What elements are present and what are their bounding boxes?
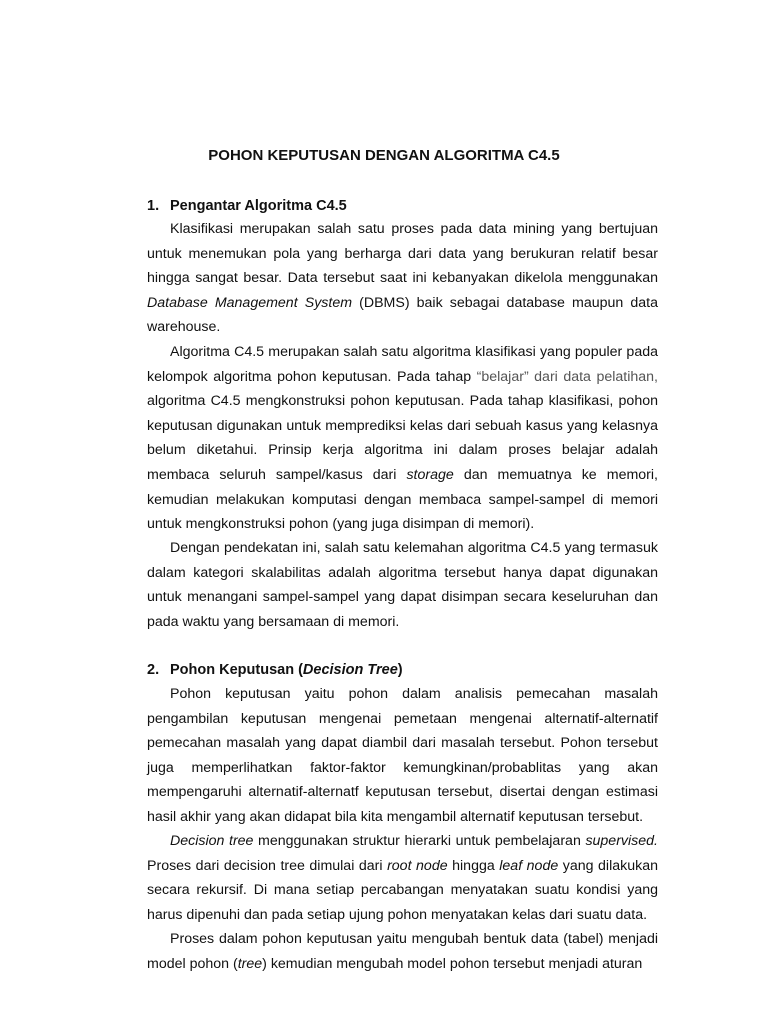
italic-term: Decision tree: [170, 833, 254, 849]
text-run: (DBMS) baik sebagai database maupun data warehouse.: [147, 294, 658, 336]
text-run: ) kemudian mengubah model pohon tersebut menjadi aturan: [262, 955, 643, 972]
text-run: hingga: [447, 857, 500, 874]
section-1-paragraph-1: [147, 217, 658, 340]
text-run: Klasifikasi merupakan salah satu proses pada data mining yang bertujuan untuk menemukan pola yang berharga dari data yang berukuran relatif besar hingga sangat besar. Data tersebut saat ini kebanyakan dikelola menggunakan: [147, 221, 658, 287]
text-run: dan memuatnya ke memori, kemudian melakukan komputasi dengan membaca sampel-sampel di memori untuk mengkonstruksi pohon (yang juga disimpan di memori).: [147, 466, 658, 533]
section-1-paragraph-3: [147, 536, 658, 634]
section-1-paragraph-2: [147, 340, 658, 537]
italic-term: Database Management System: [147, 294, 353, 311]
italic-term: supervised.: [585, 833, 658, 849]
section-2-paragraph-1: [147, 682, 658, 830]
section-2-number: 2.: [147, 662, 160, 678]
text-run: Dengan pendekatan ini, salah satu kelemahan algoritma C4.5 yang termasuk dalam kategori skalabilitas adalah algoritma tersebut hanya dapat digunakan untuk menangani sampel-sampel yang dapat disimpan secara keseluruhan dan pada waktu yang bersamaan di memori.: [147, 540, 658, 630]
text-run: Proses dari decision tree dimulai dari: [147, 857, 388, 874]
italic-term: root node: [387, 857, 448, 874]
section-1-number: 1.: [147, 198, 160, 214]
text-run: Algoritma C4.5 merupakan salah satu algoritma klasifikasi yang populer pada kelompok algoritma pohon keputusan. Pada tahap: [147, 344, 658, 385]
section-2-heading: [147, 660, 403, 680]
italic-term: tree: [237, 955, 263, 972]
text-run: Pohon Keputusan (: [170, 662, 303, 678]
grey-text-run: “belajar” dari data pelatihan,: [476, 368, 658, 385]
section-1-heading: [147, 196, 347, 216]
section-2-title: [170, 662, 403, 678]
text-run: menggunakan struktur hierarki untuk pembelajaran: [253, 833, 586, 849]
text-run: yang dilakukan secara rekursif. Di mana setiap percabangan menyatakan suatu kondisi yang harus dipenuhi dan pada setiap ujung pohon menyatakan kelas dari suatu data.: [147, 857, 658, 923]
text-run: Pohon keputusan yaitu pohon dalam analisis pemecahan masalah pengambilan keputusan mengenai pemetaan mengenai alternatif-alternatif pemecahan masalah yang dapat diambil dari masalah tersebut. Pohon tersebut juga memperlihatkan faktor-faktor kemungkinan/probablitas yang akan mempengaruhi alternatif-alternatf keputusan tersebut, disertai dengan estimasi hasil akhir yang akan didapat bila kita mengambil alternatif keputusan tersebut.: [147, 686, 658, 825]
section-2-paragraph-2: [147, 829, 658, 927]
section-1-title: Pengantar Algoritma C4.5: [170, 198, 347, 214]
italic-term: leaf node: [499, 857, 559, 874]
text-run: ): [397, 662, 403, 678]
document-title: POHON KEPUTUSAN DENGAN ALGORITMA C4.5: [208, 147, 560, 164]
italic-term: storage: [406, 466, 454, 483]
text-run: algoritma C4.5 mengkonstruksi pohon keputusan. Pada tahap klasifikasi, pohon keputusan digunakan untuk memprediksi kelas dari sebuah kasus yang kelasnya belum diketahui. Prinsip kerja algoritma ini dalam proses belajar adalah membaca seluruh sampel/kasus dari: [147, 393, 658, 483]
section-2-paragraph-3: [147, 927, 658, 976]
text-run: Proses dalam pohon keputusan yaitu mengubah bentuk data (tabel) menjadi model pohon (: [147, 931, 658, 972]
italic-term: Decision Tree: [302, 662, 398, 678]
